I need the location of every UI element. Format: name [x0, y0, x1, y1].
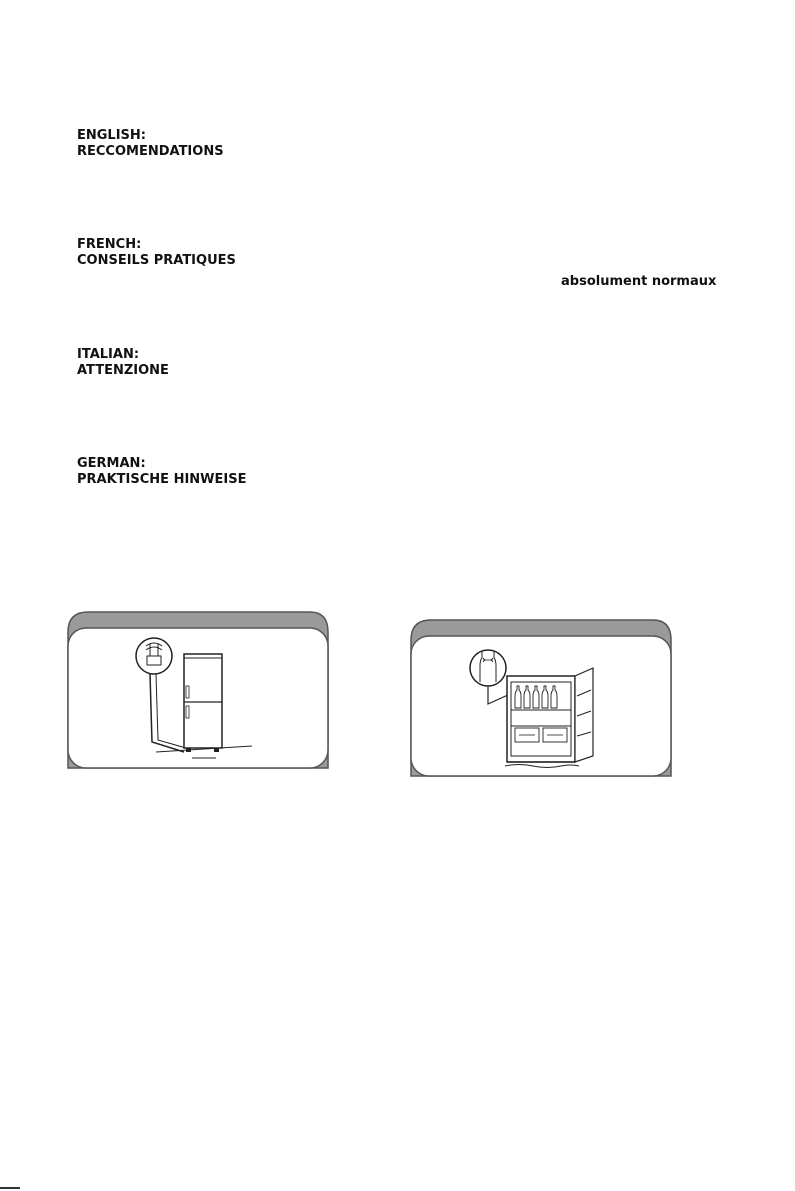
fridge-bottle-spacing-illustration — [409, 616, 675, 780]
language-label: ENGLISH: — [77, 128, 146, 143]
section-italian — [77, 347, 169, 379]
language-label: FRENCH: — [77, 237, 142, 252]
language-label: ITALIAN: — [77, 347, 140, 362]
fridge-leveling-feet-illustration — [66, 608, 332, 772]
language-label: GERMAN: — [77, 456, 146, 471]
section-english — [77, 128, 224, 160]
section-french — [77, 237, 236, 269]
section-german — [77, 456, 246, 488]
french-note: absolument normaux — [561, 274, 717, 289]
section-title: ATTENZIONE — [77, 363, 169, 378]
section-title: PRAKTISCHE HINWEISE — [77, 472, 247, 487]
section-title: RECCOMENDATIONS — [77, 144, 224, 159]
page-edge-mark — [0, 1187, 20, 1189]
section-title: CONSEILS PRATIQUES — [77, 253, 236, 268]
